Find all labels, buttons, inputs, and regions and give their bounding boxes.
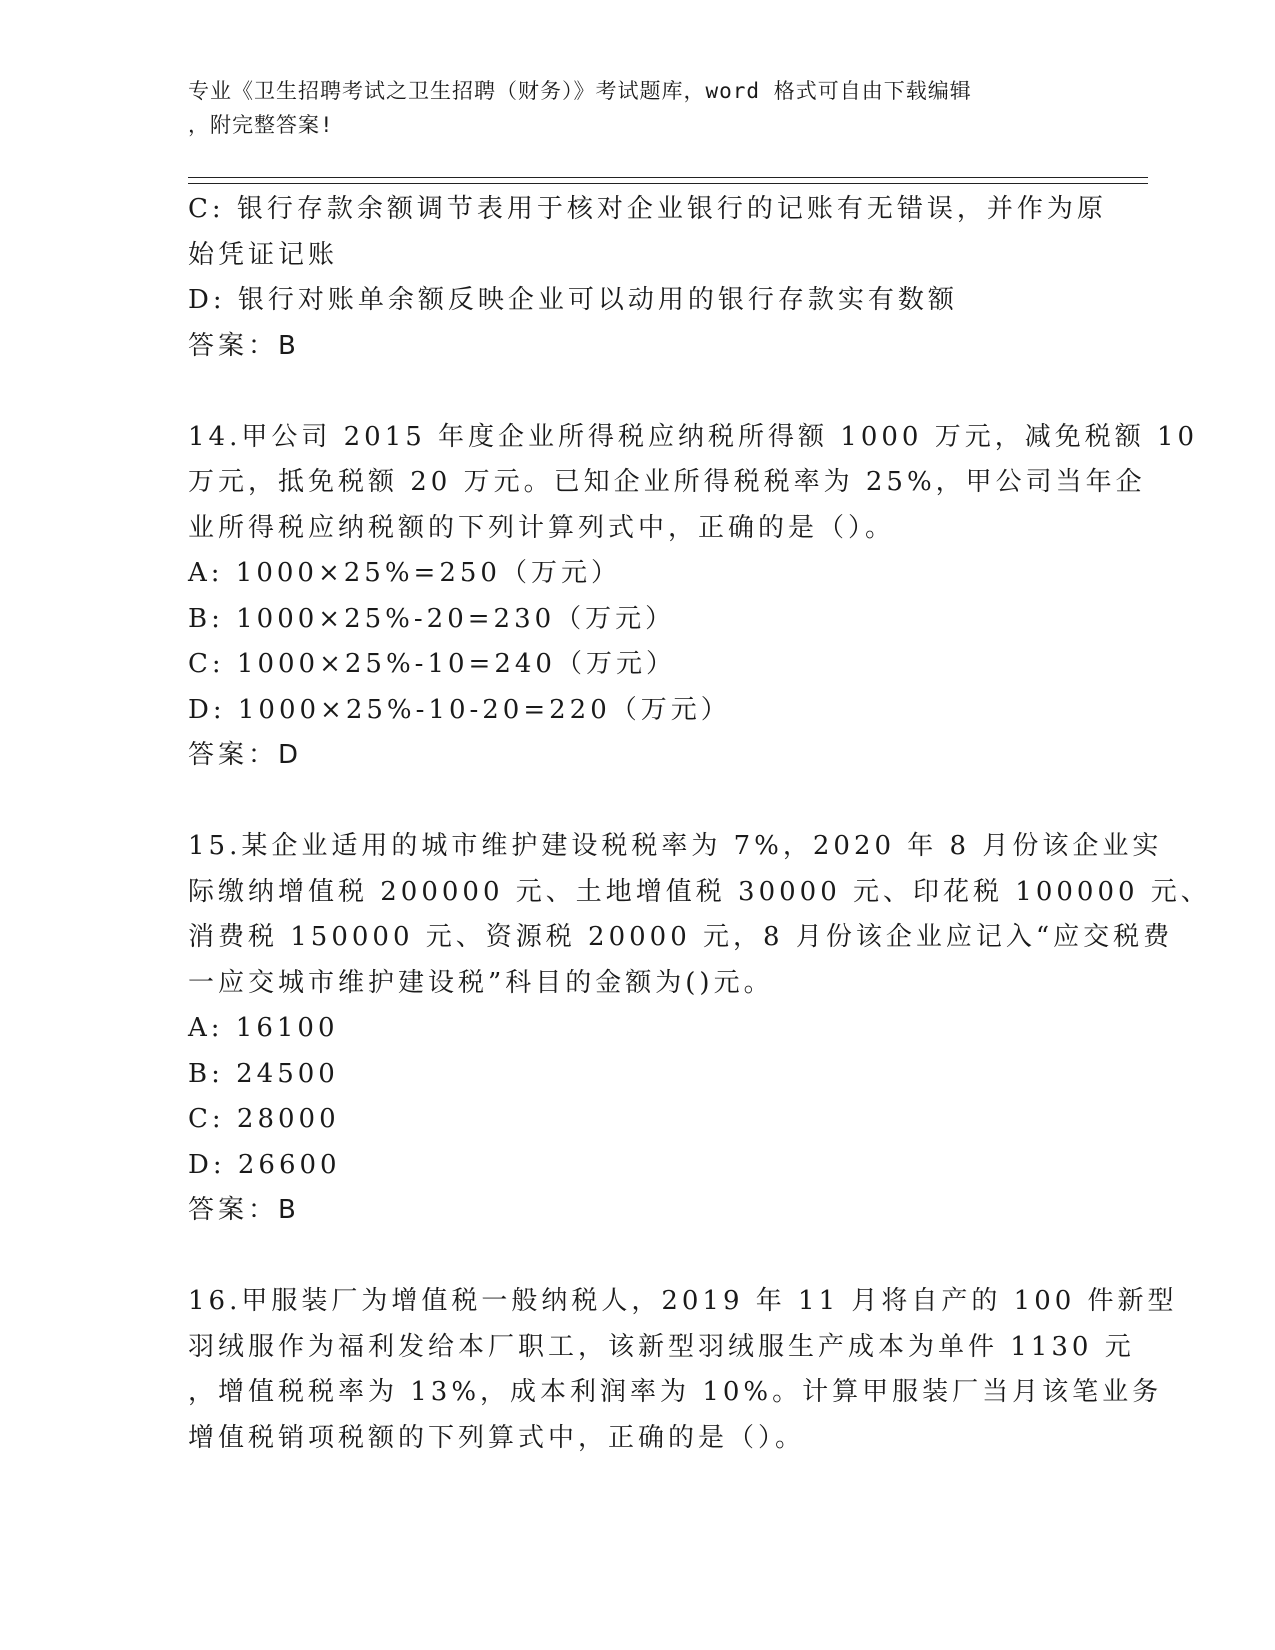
spacer [188,1234,1088,1280]
question-16 [188,1279,1178,1461]
option-d: D: 银行对账单余额反映企业可以动用的银行存款实有数额 [188,285,958,315]
question-15 [188,824,1211,1234]
option-c: C: 28000 [188,1104,340,1134]
question-13-tail [188,187,1107,369]
header-divider-top [188,177,1148,178]
option-c-line-2: 始凭证记账 [188,239,339,270]
answer-line: 答案：D [188,740,303,770]
answer-line: 答案：B [188,330,300,361]
option-a: A: 16100 [188,1013,339,1043]
option-d: D: 1000×25%-10-20=220（万元） [188,694,731,725]
question-text-line-2: 万元，抵免税额 20 万元。已知企业所得税税率为 25%，甲公司当年企 [188,467,1146,497]
option-b: B: 24500 [188,1058,339,1089]
answer-line: 答案：B [188,1195,300,1225]
question-text-line-2: 羽绒服作为福利发给本厂职工，该新型羽绒服生产成本为单件 1130 元 [188,1331,1135,1362]
question-text-line-1: 15.某企业适用的城市维护建设税税率为 7%，2020 年 8 月份该企业实 [188,831,1163,861]
option-a: A: 1000×25%=250（万元） [188,558,621,588]
header-divider-bottom [188,183,1148,184]
question-text-line-2: 际缴纳增值税 200000 元、土地增值税 30000 元、印花税 100000 元、 [188,876,1211,907]
question-text-line-1: 14.甲公司 2015 年度企业所得税应纳税所得额 1000 万元，减免税额 10 [188,421,1199,452]
header-line-1: 专业《卫生招聘考试之卫生招聘（财务）》考试题库，word 格式可自由下载编辑 [188,79,972,103]
question-text-line-3: 消费税 150000 元、资源税 20000 元，8 月份该企业应记入“应交税费 [188,922,1174,952]
option-d: D: 26600 [188,1149,341,1180]
document-body [188,187,1211,1461]
question-text-line-3: 业所得税应纳税额的下列计算列式中，正确的是（）。 [188,512,896,543]
spacer [188,369,1088,415]
question-text-line-1: 16.甲服装厂为增值税一般纳税人，2019 年 11 月将自产的 100 件新型 [188,1286,1178,1316]
header-line-2: ，附完整答案! [188,113,334,137]
question-text-line-3: ，增值税税率为 13%，成本利润率为 10%。计算甲服装厂当月该笔业务 [188,1377,1163,1407]
spacer [188,779,1088,825]
question-text-line-4: 一应交城市维护建设税”科目的金额为()元。 [188,967,774,998]
option-b: B: 1000×25%-20=230（万元） [188,603,676,634]
document-header [188,74,1068,142]
option-c-line-1: C: 银行存款余额调节表用于核对企业银行的记账有无错误，并作为原 [188,194,1107,224]
question-14 [188,415,1199,779]
option-c: C: 1000×25%-10=240（万元） [188,649,676,679]
question-text-line-4: 增值税销项税额的下列算式中，正确的是（）。 [188,1422,806,1453]
